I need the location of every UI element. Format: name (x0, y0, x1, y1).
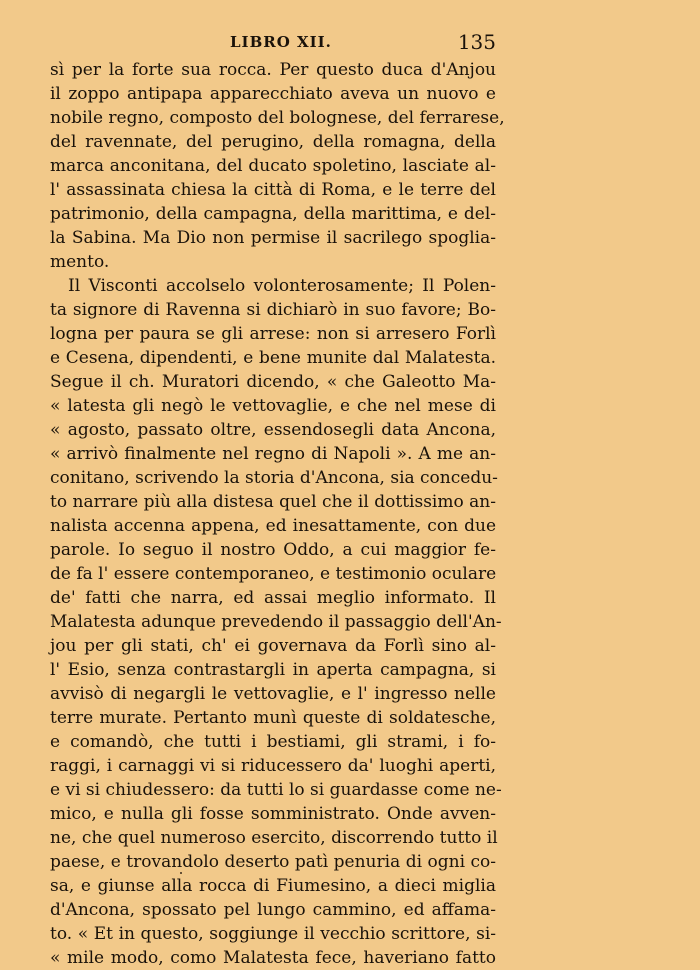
page-number: 135 (457, 30, 496, 54)
text-line: logna per paura se gli arrese: non si arresero Forlì (50, 324, 496, 344)
page-header (50, 30, 496, 54)
text-line: parole. Io seguo il nostro Oddo, a cui maggior fe- (50, 540, 496, 560)
text-line: « mile modo, como Malatesta fece, haveriano fatto (50, 948, 496, 968)
text-line: Malatesta adunque prevedendo il passaggio dell'An- (50, 612, 502, 632)
text-line: l' assassinata chiesa la città di Roma, e le terre del (50, 180, 496, 200)
text-line: nobile regno, composto del bolognese, del ferrarese, (50, 108, 505, 128)
text-line: de' fatti che narra, ed assai meglio informato. Il (50, 588, 496, 608)
text-line: Segue il ch. Muratori dicendo, « che Galeotto Ma- (50, 372, 496, 392)
text-line: e comandò, che tutti i bestiami, gli strami, i fo- (50, 732, 496, 752)
text-line: terre murate. Pertanto munì queste di soldatesche, (50, 708, 496, 728)
paragraph-first-line: Il Visconti accolselo volonterosamente; Il Polen- (68, 276, 496, 296)
text-line: marca anconitana, del ducato spoletino, lasciate al- (50, 156, 496, 176)
text-line: il zoppo antipapa apparecchiato aveva un nuovo e (50, 84, 496, 104)
text-line: to. « Et in questo, soggiunge il vecchio scrittore, si- (50, 924, 496, 944)
text-line: sì per la forte sua rocca. Per questo duca d'Anjou (50, 60, 496, 80)
text-line: raggi, i carnaggi vi si riducessero da' luoghi aperti, (50, 756, 496, 776)
text-line: de fa l' essere contemporaneo, e testimonio oculare (50, 564, 497, 584)
text-line: « latesta gli negò le vettovaglie, e che nel mese di (50, 396, 496, 416)
text-line: ta signore di Ravenna si dichiarò in suo favore; Bo- (50, 300, 496, 320)
text-line: « agosto, passato oltre, essendosegli data Ancona, (50, 420, 496, 440)
running-head: LIBRO XII. (230, 33, 332, 51)
text-line: jou per gli stati, ch' ei governava da Forlì sino al- (50, 636, 496, 656)
text-line: conitano, scrivendo la storia d'Ancona, sia concedu- (50, 468, 498, 488)
text-line: del ravennate, del perugino, della romagna, della (50, 132, 496, 152)
text-line: la Sabina. Ma Dio non permise il sacrilego spoglia- (50, 228, 496, 248)
text-line: avvisò di negargli le vettovaglie, e l' ingresso nelle (50, 684, 496, 704)
text-line: e Cesena, dipendenti, e bene munite dal Malatesta. (50, 348, 496, 368)
text-line: patrimonio, della campagna, della marittima, e del- (50, 204, 496, 224)
text-line: mento. (50, 252, 110, 272)
text-line: paese, e trovandolo deserto patì penuria di ogni co- (50, 852, 496, 872)
text-line: nalista accenna appena, ed inesattamente, con due (50, 516, 496, 536)
text-line: e vi si chiudessero: da tutti lo si guardasse come ne- (50, 780, 502, 800)
text-line: mico, e nulla gli fosse somministrato. Onde avven- (50, 804, 496, 824)
text-line: ne, che quel numeroso esercito, discorrendo tutto il (50, 828, 498, 848)
text-line: « arrivò finalmente nel regno di Napoli ». A me an- (50, 444, 496, 464)
text-line: d'Ancona, spossato pel lungo cammino, ed affama- (50, 900, 496, 920)
body-text (50, 58, 505, 970)
ink-speck (180, 872, 182, 874)
text-line: sa, e giunse alla rocca di Fiumesino, a dieci miglia (50, 876, 496, 896)
text-line: to narrare più alla distesa quel che il dottissimo an- (50, 492, 496, 512)
text-line: l' Esio, senza contrastargli in aperta campagna, si (50, 660, 496, 680)
